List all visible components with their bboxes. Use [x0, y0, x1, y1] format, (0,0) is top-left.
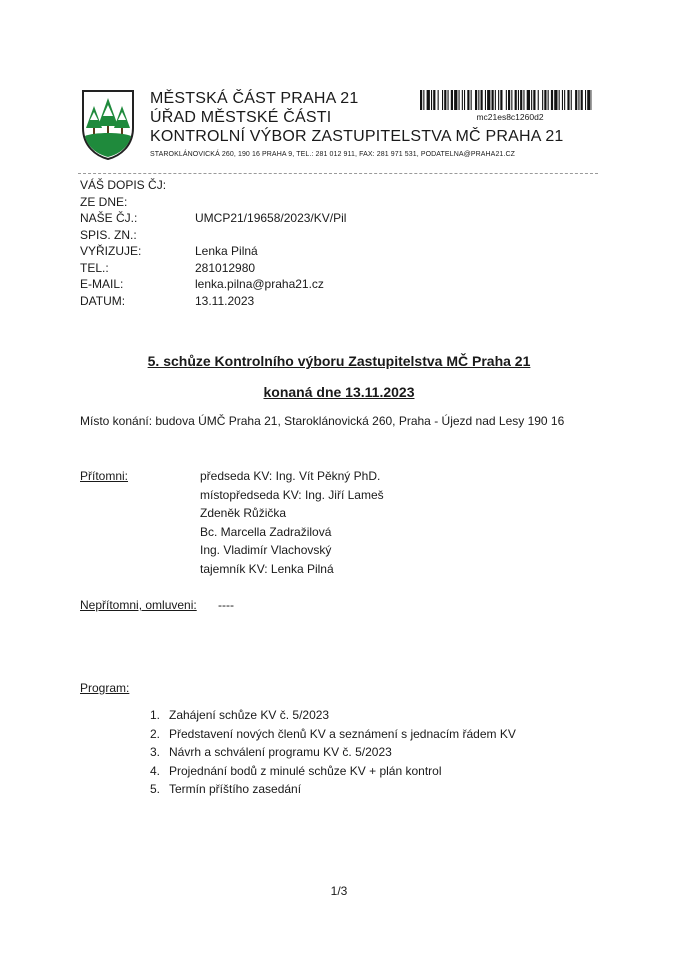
program-item: 3. Návrh a schválení programu KV č. 5/2023	[150, 745, 392, 759]
header-office: ÚŘAD MĚSTSKÉ ČÁSTI	[150, 109, 332, 126]
header-divider	[78, 173, 598, 174]
program-item: 1. Zahájení schůze KV č. 5/2023	[150, 708, 330, 722]
program-item: 2. Představení nových členů KV a seznámení s jednacím řádem KV	[150, 726, 516, 741]
attendee: Zdeněk Růžička	[200, 506, 287, 520]
meta-row	[80, 178, 346, 195]
municipal-coat-of-arms-logo	[80, 88, 136, 160]
reference-block	[80, 178, 346, 310]
meta-label: VÁŠ DOPIS ČJ:	[80, 178, 167, 192]
meta-row	[80, 294, 346, 311]
document-barcode	[420, 90, 592, 110]
barcode-text: mc21es8c1260d2	[476, 112, 544, 122]
document-title: 5. schůze Kontrolního výboru Zastupitelstva MČ Praha 21	[147, 353, 531, 369]
attendee: místopředseda KV: Ing. Jiří Lameš	[200, 487, 384, 502]
meta-label: VYŘIZUJE:	[80, 244, 142, 258]
meta-value: Lenka Pilná	[195, 244, 258, 258]
meta-value: 281012980	[195, 260, 256, 275]
header-municipality: MĚSTSKÁ ČÁST PRAHA 21	[150, 90, 359, 107]
meta-row	[80, 244, 346, 261]
header-committee: KONTROLNÍ VÝBOR ZASTUPITELSTVA MČ PRAHA 21	[150, 128, 564, 145]
meta-row	[80, 277, 346, 294]
meta-label: E-MAIL:	[80, 277, 124, 291]
meta-row	[80, 228, 346, 245]
program-list	[150, 708, 516, 801]
meeting-place: Místo konání: budova ÚMČ Praha 21, Staroklánovická 260, Praha - Újezd nad Lesy 190 16	[80, 414, 565, 428]
meta-value: 13.11.2023	[195, 293, 255, 308]
meta-label: TEL.:	[80, 260, 109, 275]
meta-value: UMCP21/19658/2023/KV/Pil	[195, 211, 347, 225]
meta-row	[80, 211, 346, 228]
absent-value: ----	[218, 598, 234, 612]
program-item: 5. Termín příštího zasedání	[150, 782, 302, 796]
meta-label: ZE DNE:	[80, 194, 128, 209]
attendee: předseda KV: Ing. Vít Pěkný PhD.	[200, 469, 381, 483]
page-number: 1/3	[330, 884, 348, 898]
meta-label: NAŠE ČJ.:	[80, 211, 138, 225]
absent-label: Nepřítomni, omluveni:	[80, 598, 197, 612]
meta-label: SPIS. ZN.:	[80, 227, 137, 242]
meta-value: lenka.pilna@praha21.cz	[195, 277, 324, 291]
meta-label: DATUM:	[80, 293, 126, 308]
attendee: Bc. Marcella Zadražilová	[200, 524, 332, 539]
meta-row	[80, 195, 346, 212]
document-date-title: konaná dne 13.11.2023	[263, 384, 415, 400]
attendance-label: Přítomni:	[80, 469, 129, 483]
program-label: Program:	[80, 681, 130, 695]
header-address: STAROKLÁNOVICKÁ 260, 190 16 PRAHA 9, TEL.: 281 012 911, FAX: 281 971 531, PODATELNA@PRAHA21.CZ	[150, 151, 516, 158]
meta-row	[80, 261, 346, 278]
attendance-list	[200, 469, 384, 580]
program-item: 4. Projednání bodů z minulé schůze KV + plán kontrol	[150, 763, 442, 778]
attendee: tajemník KV: Lenka Pilná	[200, 561, 334, 576]
attendee: Ing. Vladimír Vlachovský	[200, 543, 332, 557]
